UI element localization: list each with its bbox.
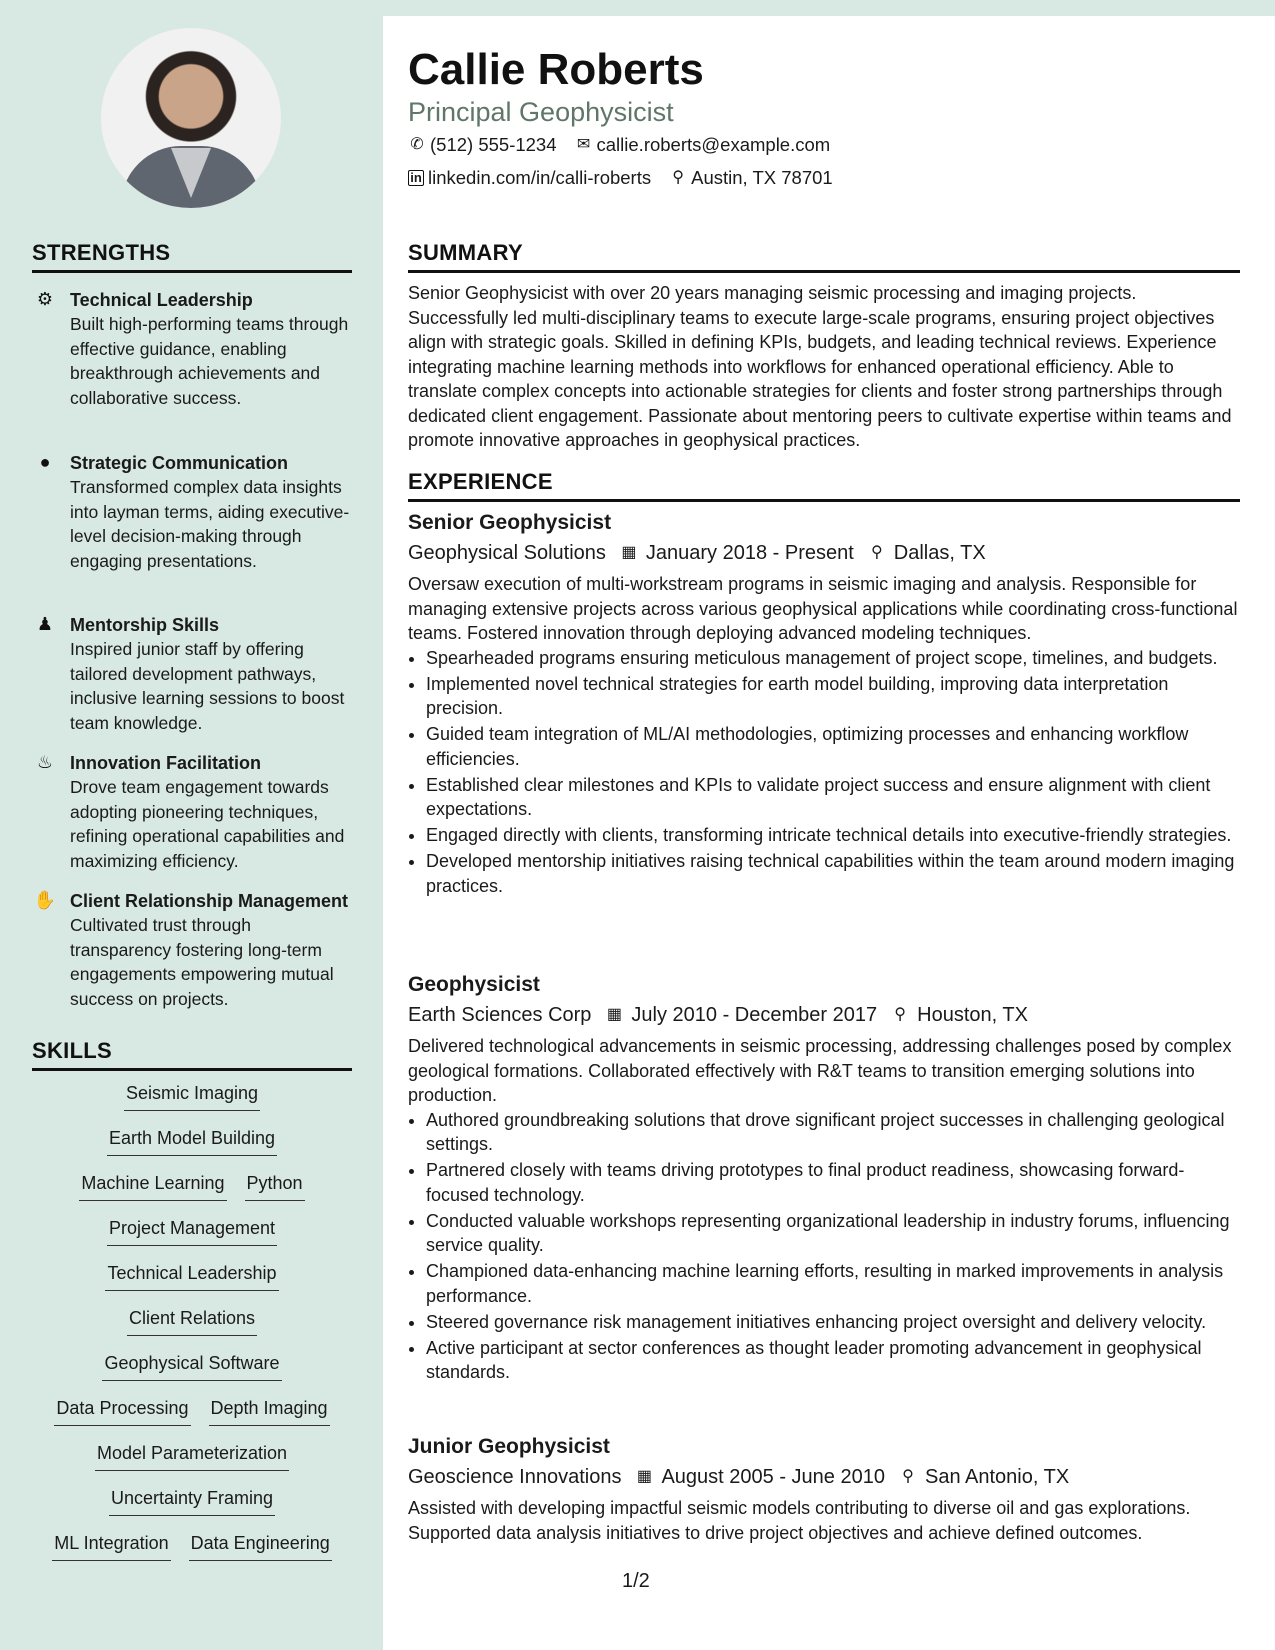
skill-row (32, 1215, 352, 1260)
job-title: Junior Geophysicist (408, 1435, 610, 1458)
bullet-item: • Conducted valuable workshops representing organizational leadership in industry forums, influencing service quality. (426, 1209, 1240, 1258)
skill-row (32, 1260, 352, 1305)
location-text: San Antonio, TX (924, 1466, 1070, 1488)
bullet-item: • Established clear milestones and KPIs to validate project success and ensure alignment with client expectations. (426, 773, 1240, 822)
skill-row (32, 1305, 352, 1350)
calendar-icon: ▦ (606, 1006, 622, 1023)
strength-desc: Transformed complex data insights into layman terms, aiding executive-level decision-making through engaging presentations. (70, 477, 350, 571)
phone-text: (512) 555-1234 (430, 134, 557, 155)
skill-tag: Data Processing (54, 1395, 190, 1426)
strength-title: Innovation Facilitation (70, 753, 262, 773)
page-number: 1/2 (622, 1570, 650, 1592)
strength-desc: Cultivated trust through transparency fostering long-term engagements empowering mutual success on projects. (70, 915, 334, 1009)
map-pin-icon: ⚲ (902, 1468, 914, 1485)
job-dates (620, 538, 854, 568)
skill-row (32, 1170, 352, 1215)
job-location (891, 1000, 1028, 1030)
bullet-item: • Spearheaded programs ensuring meticulous management of project scope, timelines, and budgets. (426, 646, 1240, 671)
strength-title: Client Relationship Management (70, 891, 349, 911)
summary-text: Senior Geophysicist with over 20 years managing seismic processing and imaging projects. Successfully led multi-disciplinary teams to execute large-scale programs, ensuring project objectives align with strategic goals. Skilled in defining KPIs, budgets, and leading technical reviews. Experience integrating machine learning methods into workflows for enhanced operational efficiency. Able to translate complex concepts into actionable strategies for clients and foster strong partnerships through dedicated client engagement. Passionate about mentoring peers to cultivate expertise within teams and promote innovative approaches in geophysical practices. (408, 283, 1232, 450)
job-entry (408, 1432, 1240, 1545)
profile-photo (101, 28, 281, 208)
strength-title: Mentorship Skills (70, 615, 220, 635)
gears-icon: ⚙ (36, 289, 54, 309)
email-contact[interactable] (575, 133, 831, 157)
skill-row (32, 1530, 352, 1575)
speech-bubble-icon: ● (39, 452, 51, 472)
dates-text: August 2005 - June 2010 (661, 1466, 885, 1488)
contact-row (408, 133, 830, 157)
skill-tag: Technical Leadership (105, 1260, 278, 1291)
calendar-icon: ▦ (636, 1468, 653, 1485)
job-entry (408, 508, 1240, 900)
company-name: Geoscience Innovations (408, 1466, 622, 1488)
skill-tag: Machine Learning (79, 1170, 226, 1201)
map-pin-icon: ⚲ (672, 169, 684, 186)
strengths-heading: STRENGTHS (32, 240, 352, 273)
skill-row (32, 1125, 352, 1170)
envelope-icon: ✉ (576, 136, 591, 153)
job-meta (408, 1462, 1240, 1492)
map-pin-icon: ⚲ (894, 1006, 906, 1023)
skill-tag: ML Integration (52, 1530, 170, 1561)
bullet-item: • Authored groundbreaking solutions that drove significant project successes in challenging geological settings. (426, 1108, 1240, 1157)
job-dates (605, 1000, 877, 1030)
bullet-item: • Developed mentorship initiatives raising technical capabilities within the team around modern imaging practices. (426, 849, 1240, 898)
skill-row (32, 1395, 352, 1440)
skill-row (32, 1485, 352, 1530)
location-text: Dallas, TX (893, 542, 986, 564)
lightbulb-icon: ♨ (36, 752, 54, 772)
job-meta (408, 1000, 1240, 1030)
location-text: Austin, TX 78701 (691, 167, 833, 188)
skill-tag: Client Relations (127, 1305, 257, 1336)
job-title: Geophysicist (408, 973, 540, 996)
candidate-title: Principal Geophysicist (408, 97, 674, 127)
skill-row (32, 1440, 352, 1485)
skill-tag: Model Parameterization (95, 1440, 289, 1471)
skills-heading: SKILLS (32, 1038, 352, 1071)
skill-tag: Project Management (107, 1215, 277, 1246)
strength-item (32, 451, 352, 573)
job-description: Delivered technological advancements in seismic processing, addressing challenges posed by complex geological formations. Collaborated effectively with R&T teams to transition emerging solutions into production. (408, 1036, 1232, 1105)
email-text[interactable]: callie.roberts@example.com (596, 134, 831, 155)
bullet-item: • Championed data-enhancing machine learning efforts, resulting in marked improvements in analysis performance. (426, 1259, 1240, 1308)
skills-list (32, 1080, 352, 1575)
teacher-icon: ♟ (36, 614, 54, 634)
strength-title: Strategic Communication (70, 453, 289, 473)
job-location (899, 1462, 1069, 1492)
skill-tag: Data Engineering (189, 1530, 332, 1561)
contact-row (408, 166, 833, 190)
bullet-item: • Implemented novel technical strategies for earth model building, improving data interpretation precision. (426, 672, 1240, 721)
phone-contact (408, 133, 557, 157)
skill-row (32, 1350, 352, 1395)
bullet-item: • Engaged directly with clients, transforming intricate technical details into executive-friendly strategies. (426, 823, 1240, 848)
skill-tag: Depth Imaging (209, 1395, 330, 1426)
strength-item (32, 751, 352, 873)
job-bullets (408, 1108, 1240, 1385)
skill-tag: Geophysical Software (102, 1350, 281, 1381)
map-pin-icon: ⚲ (870, 544, 883, 561)
skill-row (32, 1080, 352, 1125)
strength-item (32, 288, 352, 410)
strength-desc: Inspired junior staff by offering tailored development pathways, inclusive learning sessions to boost team knowledge. (70, 639, 345, 733)
company-name: Earth Sciences Corp (408, 1004, 592, 1026)
dates-text: July 2010 - December 2017 (631, 1004, 878, 1026)
skill-tag: Seismic Imaging (124, 1080, 260, 1111)
job-meta (408, 538, 1240, 568)
bullet-item: • Active participant at sector conferences as thought leader promoting advancement in geophysical standards. (426, 1336, 1240, 1385)
strength-item (32, 889, 352, 1011)
job-dates (635, 1462, 885, 1492)
handshake-icon: ✋ (33, 890, 57, 910)
strength-title: Technical Leadership (70, 290, 253, 310)
linkedin-text[interactable]: linkedin.com/in/calli-roberts (428, 167, 652, 188)
bullet-item: • Guided team integration of ML/AI methodologies, optimizing processes and enhancing workflow efficiencies. (426, 722, 1240, 771)
job-bullets (408, 646, 1240, 899)
job-description: Assisted with developing impactful seismic models contributing to diverse oil and gas explorations. Supported data analysis initiatives to drive project objectives and achieve defined outcomes. (408, 1498, 1191, 1543)
job-title: Senior Geophysicist (408, 511, 612, 534)
strength-desc: Built high-performing teams through effective guidance, enabling breakthrough achievements and collaborative success. (70, 314, 349, 408)
location-contact (669, 166, 833, 190)
skill-tag: Earth Model Building (107, 1125, 277, 1156)
job-location (868, 538, 986, 568)
phone-icon: ✆ (410, 136, 424, 153)
linkedin-contact[interactable] (408, 166, 651, 190)
linkedin-icon: in (408, 170, 424, 186)
experience-heading: EXPERIENCE (408, 469, 1240, 502)
skill-tag: Uncertainty Framing (109, 1485, 275, 1516)
dates-text: January 2018 - Present (645, 542, 854, 564)
job-entry (408, 970, 1240, 1386)
strength-item (32, 613, 352, 735)
company-name: Geophysical Solutions (408, 542, 606, 564)
calendar-icon: ▦ (621, 544, 637, 561)
location-text: Houston, TX (917, 1004, 1028, 1026)
strength-desc: Drove team engagement towards adopting pioneering techniques, refining operational capabilities and maximizing efficiency. (70, 777, 345, 871)
skill-tag: Python (245, 1170, 305, 1201)
bullet-item: • Steered governance risk management initiatives enhancing project oversight and delivery velocity. (426, 1310, 1240, 1335)
candidate-name: Callie Roberts (408, 45, 704, 94)
summary-heading: SUMMARY (408, 240, 1240, 273)
bullet-item: • Partnered closely with teams driving prototypes to final product readiness, showcasing forward-focused technology. (426, 1158, 1240, 1207)
job-description: Oversaw execution of multi-workstream programs in seismic imaging and analysis. Responsible for managing extensive projects across various geophysical applications while coordinating cross-functional teams. Fostered innovation through deploying advanced modeling techniques. (408, 574, 1238, 643)
